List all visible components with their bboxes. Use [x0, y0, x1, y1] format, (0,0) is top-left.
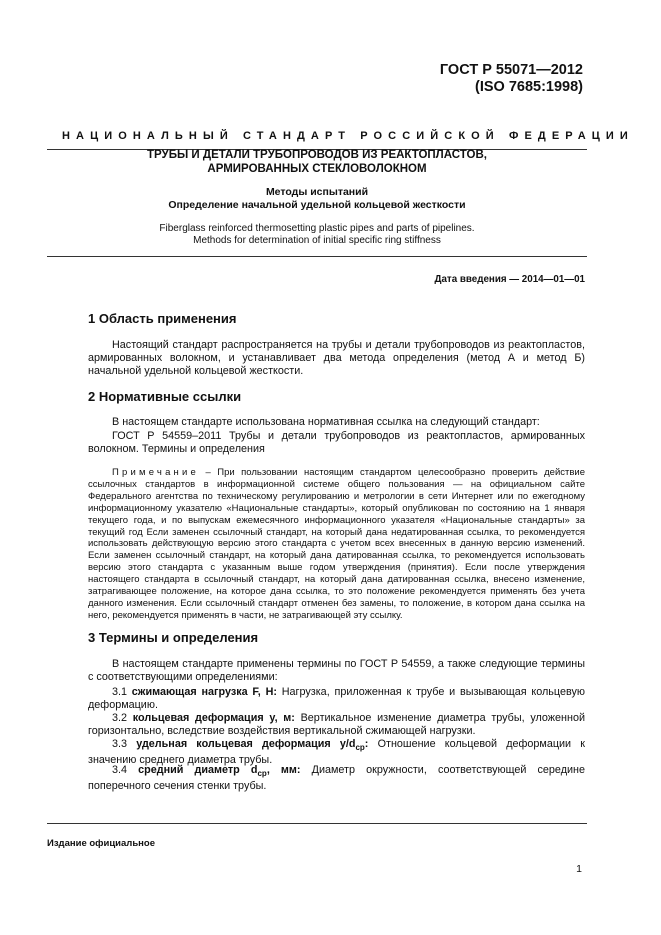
section-2-text-1: В настоящем стандарте использована нормативная ссылка на следующий стандарт: [112, 416, 540, 428]
term-3-4-number: 3.4 [112, 764, 139, 776]
section-1-body: Настоящий стандарт распространяется на трубы и детали трубопроводов из реактопластов, армированных волокном, и устанавливает два метода определения (метод А и метод Б) начальной удельной кольцевой жесткости. [88, 339, 585, 377]
section-1-heading: 1 Область применения [88, 311, 237, 326]
term-3-4 [88, 764, 585, 793]
english-title-line-2: Methods for determination of initial specific ring stiffness [193, 235, 441, 246]
term-3-2-number: 3.2 [112, 712, 133, 724]
page-number: 1 [576, 863, 582, 875]
section-2-text-2: ГОСТ Р 54559–2011 Трубы и детали трубопроводов из реактопластов, армированных волокном. Термины и определения [88, 430, 585, 455]
term-3-3-number: 3.3 [112, 738, 137, 750]
term-3-4-name-main: средний диаметр d [138, 764, 258, 776]
term-3-1-name: сжимающая нагрузка F, Н: [131, 686, 277, 698]
official-edition-label: Издание официальное [47, 838, 155, 849]
term-3-3-name-subscript: ср [355, 743, 365, 753]
term-3-2-name: кольцевая деформация y, м: [132, 712, 295, 724]
term-3-1-number: 3.1 [112, 686, 132, 698]
section-3-heading: 3 Термины и определения [88, 630, 259, 645]
title-rule [47, 256, 587, 257]
title-line-1: ТРУБЫ И ДЕТАЛИ ТРУБОПРОВОДОВ ИЗ РЕАКТОПЛАСТОВ, [147, 149, 487, 161]
term-3-4-name-end: , мм: [266, 764, 301, 776]
english-title-line-1: Fiberglass reinforced thermosetting plastic pipes and parts of pipelines. [159, 223, 475, 234]
term-3-3-name [136, 738, 369, 753]
note-text: – При пользовании настоящим стандартом целесообразно проверить действие ссылочных стандартов в информационной системе общего пользования — на официальном сайте Федерального агентства по техническому регулированию и метрологии в сети Интернет или по ежегодному информационному указателю «Национальные стандарты», который опубликован по состоянию на 1 января текущего года, и по выпускам ежемесячного информационного указателя «Национальные стандарты» за текущий год Если заменен ссылочный стандарт, на который дана недатированная ссылка, то рекомендуется использовать действующую версию этого стандарта с учетом всех внесенных в данную версию изменений. Если заменен ссылочный стандарт, на который дана датированная ссылка, то рекомендуется использовать версию этого стандарта с указанным выше годом утверждения (принятия). Если после утверждения настоящего стандарта в ссылочный стандарт, на который дана датированная ссылка, внесено изменение, затрагивающее положение, на которое дана ссылка, то это положение рекомендуется применять без учета данного изменения. Если ссылочный стандарт отменен без замены, то положение, в котором дана ссылка на него, рекомендуется применять в части, не затрагивающей эту ссылку. [88, 467, 585, 621]
term-3-3-name-end: : [364, 738, 369, 750]
term-3-3-name-main: удельная кольцевая деформация y/d [136, 738, 356, 750]
document-subtitle [47, 186, 587, 212]
introduction-date: Дата введения — 2014—01—01 [434, 274, 585, 285]
term-3-2 [88, 712, 585, 738]
standard-code [440, 62, 583, 96]
section-3-intro: В настоящем стандарте применены термины по ГОСТ Р 54559, а также следующие термины с соответствующими определениями: [88, 658, 585, 683]
english-title [47, 223, 587, 247]
term-3-1 [88, 686, 585, 712]
iso-code: (ISO 7685:1998) [474, 79, 583, 95]
gost-code: ГОСТ Р 55071—2012 [439, 62, 583, 78]
section-2-note [88, 467, 585, 622]
document-title [47, 148, 587, 176]
note-label: Примечание [112, 467, 199, 478]
term-3-4-name [138, 764, 301, 779]
term-3-3-definition: Отношение кольцевой деформации к значению среднего диаметра трубы. [88, 738, 585, 767]
term-3-1-definition: Нагрузка, приложенная к трубе и вызывающая кольцевую деформацию. [88, 686, 585, 711]
subtitle-line-2: Определение начальной удельной кольцевой жесткости [168, 199, 466, 211]
subtitle-line-1: Методы испытаний [265, 186, 369, 198]
term-3-4-name-subscript: ср [257, 769, 267, 779]
term-3-3 [88, 738, 585, 767]
section-2-heading: 2 Нормативные ссылки [88, 389, 242, 404]
section-1-text [88, 339, 585, 378]
title-line-2: АРМИРОВАННЫХ СТЕКЛОВОЛОКНОМ [207, 163, 427, 175]
term-3-4-definition: Диаметр окружности, соответствующей середине поперечного сечения стенки трубы. [88, 764, 585, 793]
national-standard-label: НАЦИОНАЛЬНЫЙ СТАНДАРТ РОССИЙСКОЙ ФЕДЕРАЦИИ [62, 130, 634, 142]
footer-rule [47, 823, 587, 824]
term-3-2-definition: Вертикальное изменение диаметра трубы, уложенной горизонтально, вследствие воздействия вертикальной сжимающей нагрузки. [88, 712, 585, 737]
